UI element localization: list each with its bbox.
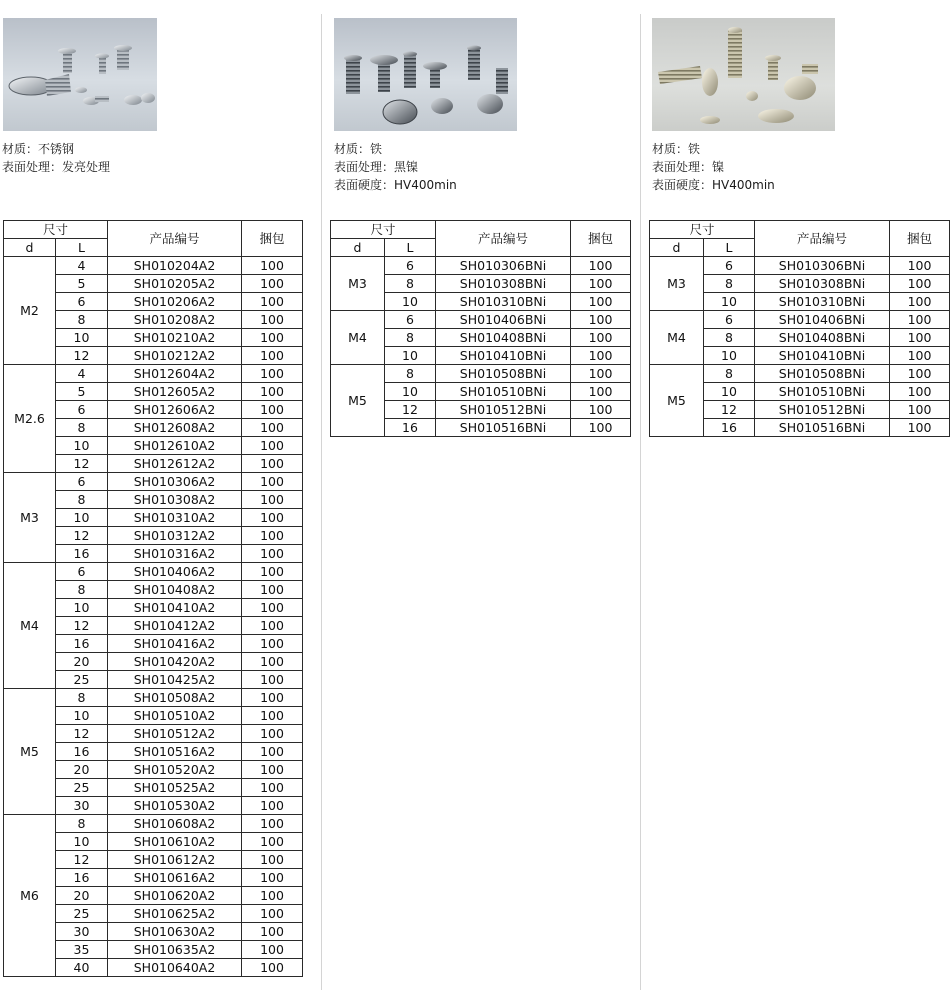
diameter-cell: M2 xyxy=(4,257,56,365)
header-size: 尺寸 xyxy=(4,221,108,239)
header-pack-qty: 捆包 xyxy=(890,221,950,257)
header-diameter: d xyxy=(650,239,704,257)
pack-qty-cell: 100 xyxy=(571,329,631,347)
diameter-cell: M2.6 xyxy=(4,365,56,473)
pack-qty-cell: 100 xyxy=(242,923,303,941)
pack-qty-cell: 100 xyxy=(242,419,303,437)
screws-illustration xyxy=(3,18,157,131)
pack-qty-cell: 100 xyxy=(890,293,950,311)
part-number-cell: SH010512A2 xyxy=(108,725,242,743)
spec-surface: 表面处理：黑镍 xyxy=(334,160,419,174)
length-cell: 25 xyxy=(56,671,108,689)
pack-qty-cell: 100 xyxy=(242,257,303,275)
table-row xyxy=(4,365,303,383)
length-cell: 8 xyxy=(56,689,108,707)
part-number-cell: SH010630A2 xyxy=(108,923,242,941)
pack-qty-cell: 100 xyxy=(242,941,303,959)
pack-qty-cell: 100 xyxy=(242,761,303,779)
part-number-cell: SH010640A2 xyxy=(108,959,242,977)
part-number-cell: SH010310BNi xyxy=(755,293,890,311)
table-row xyxy=(650,257,950,275)
spec-material: 材质：铁 xyxy=(334,142,383,156)
pack-qty-cell: 100 xyxy=(242,851,303,869)
length-cell: 12 xyxy=(56,455,108,473)
part-number-cell: SH010635A2 xyxy=(108,941,242,959)
length-cell: 12 xyxy=(704,401,755,419)
pack-qty-cell: 100 xyxy=(242,725,303,743)
length-cell: 12 xyxy=(56,851,108,869)
pack-qty-cell: 100 xyxy=(242,275,303,293)
pack-qty-cell: 100 xyxy=(242,887,303,905)
pack-qty-cell: 100 xyxy=(242,707,303,725)
part-number-cell: SH010406A2 xyxy=(108,563,242,581)
pack-qty-cell: 100 xyxy=(890,419,950,437)
spec-hardness: 表面硬度：HV400min xyxy=(652,178,775,192)
length-cell: 10 xyxy=(56,833,108,851)
pack-qty-cell: 100 xyxy=(890,383,950,401)
pack-qty-cell: 100 xyxy=(242,401,303,419)
part-number-cell: SH010316A2 xyxy=(108,545,242,563)
length-cell: 12 xyxy=(56,527,108,545)
length-cell: 6 xyxy=(704,257,755,275)
part-number-cell: SH010212A2 xyxy=(108,347,242,365)
part-number-cell: SH010620A2 xyxy=(108,887,242,905)
part-number-cell: SH012606A2 xyxy=(108,401,242,419)
pack-qty-cell: 100 xyxy=(242,833,303,851)
header-part-number: 产品编号 xyxy=(108,221,242,257)
diameter-cell: M3 xyxy=(650,257,704,311)
part-number-cell: SH010616A2 xyxy=(108,869,242,887)
header-length: L xyxy=(56,239,108,257)
spec-material: 材质：铁 xyxy=(652,142,701,156)
part-number-cell: SH010310BNi xyxy=(436,293,571,311)
table-row xyxy=(650,311,950,329)
part-number-cell: SH010210A2 xyxy=(108,329,242,347)
part-number-cell: SH010516BNi xyxy=(436,419,571,437)
pack-qty-cell: 100 xyxy=(571,311,631,329)
length-cell: 12 xyxy=(56,347,108,365)
pack-qty-cell: 100 xyxy=(890,365,950,383)
part-number-cell: SH010612A2 xyxy=(108,851,242,869)
header-part-number: 产品编号 xyxy=(755,221,890,257)
table-row xyxy=(4,473,303,491)
diameter-cell: M4 xyxy=(4,563,56,689)
table-row xyxy=(650,365,950,383)
spec-surface: 表面处理：发亮处理 xyxy=(2,160,111,174)
length-cell: 12 xyxy=(56,725,108,743)
part-number-cell: SH012605A2 xyxy=(108,383,242,401)
length-cell: 16 xyxy=(704,419,755,437)
part-number-cell: SH010510A2 xyxy=(108,707,242,725)
length-cell: 6 xyxy=(385,257,436,275)
length-cell: 16 xyxy=(56,743,108,761)
pack-qty-cell: 100 xyxy=(890,311,950,329)
part-number-cell: SH010308A2 xyxy=(108,491,242,509)
spec-surface: 表面处理：镍 xyxy=(652,160,725,174)
product-photo-nickel xyxy=(652,18,835,131)
length-cell: 16 xyxy=(56,635,108,653)
length-cell: 30 xyxy=(56,797,108,815)
part-number-cell: SH012608A2 xyxy=(108,419,242,437)
table-row xyxy=(331,311,631,329)
part-number-cell: SH010416A2 xyxy=(108,635,242,653)
pack-qty-cell: 100 xyxy=(242,743,303,761)
pack-qty-cell: 100 xyxy=(242,959,303,977)
spec-hardness: 表面硬度：HV400min xyxy=(334,178,457,192)
part-number-cell: SH010208A2 xyxy=(108,311,242,329)
length-cell: 25 xyxy=(56,779,108,797)
length-cell: 16 xyxy=(56,545,108,563)
header-pack-qty: 捆包 xyxy=(571,221,631,257)
length-cell: 8 xyxy=(385,275,436,293)
length-cell: 4 xyxy=(56,257,108,275)
pack-qty-cell: 100 xyxy=(890,329,950,347)
product-photo-black-nickel xyxy=(334,18,517,131)
pack-qty-cell: 100 xyxy=(890,275,950,293)
part-number-cell: SH010408A2 xyxy=(108,581,242,599)
pack-qty-cell: 100 xyxy=(242,509,303,527)
pack-qty-cell: 100 xyxy=(571,383,631,401)
part-number-cell: SH010420A2 xyxy=(108,653,242,671)
pack-qty-cell: 100 xyxy=(242,311,303,329)
length-cell: 20 xyxy=(56,653,108,671)
length-cell: 12 xyxy=(385,401,436,419)
screws-illustration xyxy=(652,18,835,131)
spec-list xyxy=(652,140,775,194)
column-divider-2 xyxy=(640,14,641,990)
diameter-cell: M5 xyxy=(331,365,385,437)
pack-qty-cell: 100 xyxy=(242,347,303,365)
header-pack-qty: 捆包 xyxy=(242,221,303,257)
length-cell: 10 xyxy=(56,329,108,347)
part-number-cell: SH010520A2 xyxy=(108,761,242,779)
part-number-cell: SH010410BNi xyxy=(436,347,571,365)
part-number-cell: SH010625A2 xyxy=(108,905,242,923)
length-cell: 35 xyxy=(56,941,108,959)
part-number-cell: SH010508BNi xyxy=(436,365,571,383)
pack-qty-cell: 100 xyxy=(890,401,950,419)
length-cell: 5 xyxy=(56,383,108,401)
pack-qty-cell: 100 xyxy=(571,293,631,311)
pack-qty-cell: 100 xyxy=(571,401,631,419)
part-number-cell: SH010306BNi xyxy=(436,257,571,275)
header-length: L xyxy=(704,239,755,257)
length-cell: 8 xyxy=(704,275,755,293)
part-number-cell: SH010308BNi xyxy=(436,275,571,293)
pack-qty-cell: 100 xyxy=(242,869,303,887)
pack-qty-cell: 100 xyxy=(242,635,303,653)
part-number-cell: SH010508A2 xyxy=(108,689,242,707)
pack-qty-cell: 100 xyxy=(242,815,303,833)
part-number-cell: SH012610A2 xyxy=(108,437,242,455)
length-cell: 25 xyxy=(56,905,108,923)
length-cell: 16 xyxy=(385,419,436,437)
product-photo-stainless xyxy=(3,18,157,131)
pack-qty-cell: 100 xyxy=(242,653,303,671)
length-cell: 8 xyxy=(385,329,436,347)
length-cell: 10 xyxy=(385,293,436,311)
pack-qty-cell: 100 xyxy=(242,473,303,491)
length-cell: 12 xyxy=(56,617,108,635)
part-number-cell: SH010610A2 xyxy=(108,833,242,851)
length-cell: 6 xyxy=(385,311,436,329)
part-number-cell: SH012612A2 xyxy=(108,455,242,473)
spec-material: 材质：不锈钢 xyxy=(2,142,75,156)
table-row xyxy=(4,257,303,275)
part-number-cell: SH010410BNi xyxy=(755,347,890,365)
spec-list xyxy=(2,140,110,176)
pack-qty-cell: 100 xyxy=(242,365,303,383)
length-cell: 10 xyxy=(56,599,108,617)
part-number-cell: SH010406BNi xyxy=(755,311,890,329)
pack-qty-cell: 100 xyxy=(890,257,950,275)
diameter-cell: M5 xyxy=(4,689,56,815)
part-number-cell: SH010408BNi xyxy=(755,329,890,347)
pack-qty-cell: 100 xyxy=(242,797,303,815)
part-number-cell: SH010530A2 xyxy=(108,797,242,815)
pack-qty-cell: 100 xyxy=(571,257,631,275)
length-cell: 20 xyxy=(56,761,108,779)
length-cell: 5 xyxy=(56,275,108,293)
header-length: L xyxy=(385,239,436,257)
part-number-cell: SH010425A2 xyxy=(108,671,242,689)
length-cell: 10 xyxy=(704,347,755,365)
product-table-nickel xyxy=(649,220,950,437)
diameter-cell: M6 xyxy=(4,815,56,977)
length-cell: 8 xyxy=(56,491,108,509)
diameter-cell: M5 xyxy=(650,365,704,437)
part-number-cell: SH010508BNi xyxy=(755,365,890,383)
part-number-cell: SH010406BNi xyxy=(436,311,571,329)
pack-qty-cell: 100 xyxy=(242,563,303,581)
length-cell: 10 xyxy=(385,383,436,401)
diameter-cell: M4 xyxy=(331,311,385,365)
part-number-cell: SH010204A2 xyxy=(108,257,242,275)
table-row xyxy=(4,563,303,581)
part-number-cell: SH010516A2 xyxy=(108,743,242,761)
pack-qty-cell: 100 xyxy=(242,293,303,311)
part-number-cell: SH010410A2 xyxy=(108,599,242,617)
table-row xyxy=(4,815,303,833)
length-cell: 30 xyxy=(56,923,108,941)
diameter-cell: M3 xyxy=(331,257,385,311)
length-cell: 10 xyxy=(704,383,755,401)
pack-qty-cell: 100 xyxy=(242,437,303,455)
pack-qty-cell: 100 xyxy=(242,383,303,401)
screws-illustration xyxy=(334,18,517,131)
length-cell: 10 xyxy=(56,509,108,527)
header-size: 尺寸 xyxy=(331,221,436,239)
length-cell: 6 xyxy=(56,401,108,419)
product-table-stainless xyxy=(3,220,303,977)
length-cell: 8 xyxy=(56,419,108,437)
pack-qty-cell: 100 xyxy=(242,617,303,635)
pack-qty-cell: 100 xyxy=(242,905,303,923)
pack-qty-cell: 100 xyxy=(890,347,950,365)
length-cell: 10 xyxy=(56,437,108,455)
table-row xyxy=(4,689,303,707)
part-number-cell: SH010308BNi xyxy=(755,275,890,293)
length-cell: 10 xyxy=(704,293,755,311)
length-cell: 6 xyxy=(56,293,108,311)
part-number-cell: SH010512BNi xyxy=(755,401,890,419)
header-diameter: d xyxy=(4,239,56,257)
pack-qty-cell: 100 xyxy=(242,527,303,545)
pack-qty-cell: 100 xyxy=(242,545,303,563)
part-number-cell: SH010412A2 xyxy=(108,617,242,635)
header-row xyxy=(650,221,950,239)
part-number-cell: SH010608A2 xyxy=(108,815,242,833)
pack-qty-cell: 100 xyxy=(242,671,303,689)
length-cell: 6 xyxy=(56,473,108,491)
pack-qty-cell: 100 xyxy=(571,347,631,365)
part-number-cell: SH010206A2 xyxy=(108,293,242,311)
length-cell: 40 xyxy=(56,959,108,977)
part-number-cell: SH010512BNi xyxy=(436,401,571,419)
part-number-cell: SH010306BNi xyxy=(755,257,890,275)
table-row xyxy=(331,365,631,383)
pack-qty-cell: 100 xyxy=(242,455,303,473)
header-size: 尺寸 xyxy=(650,221,755,239)
part-number-cell: SH010205A2 xyxy=(108,275,242,293)
length-cell: 10 xyxy=(56,707,108,725)
length-cell: 8 xyxy=(56,815,108,833)
part-number-cell: SH010312A2 xyxy=(108,527,242,545)
part-number-cell: SH012604A2 xyxy=(108,365,242,383)
part-number-cell: SH010408BNi xyxy=(436,329,571,347)
table-row xyxy=(331,257,631,275)
part-number-cell: SH010306A2 xyxy=(108,473,242,491)
diameter-cell: M3 xyxy=(4,473,56,563)
pack-qty-cell: 100 xyxy=(242,329,303,347)
diameter-cell: M4 xyxy=(650,311,704,365)
part-number-cell: SH010510BNi xyxy=(755,383,890,401)
length-cell: 6 xyxy=(704,311,755,329)
length-cell: 8 xyxy=(56,581,108,599)
length-cell: 6 xyxy=(56,563,108,581)
pack-qty-cell: 100 xyxy=(242,599,303,617)
part-number-cell: SH010516BNi xyxy=(755,419,890,437)
header-row xyxy=(331,221,631,239)
part-number-cell: SH010510BNi xyxy=(436,383,571,401)
part-number-cell: SH010525A2 xyxy=(108,779,242,797)
header-diameter: d xyxy=(331,239,385,257)
length-cell: 16 xyxy=(56,869,108,887)
product-table-black-nickel xyxy=(330,220,631,437)
length-cell: 20 xyxy=(56,887,108,905)
pack-qty-cell: 100 xyxy=(242,689,303,707)
length-cell: 8 xyxy=(56,311,108,329)
length-cell: 8 xyxy=(704,365,755,383)
header-row xyxy=(4,221,303,239)
column-divider-1 xyxy=(321,14,322,990)
pack-qty-cell: 100 xyxy=(242,491,303,509)
length-cell: 8 xyxy=(704,329,755,347)
header-part-number: 产品编号 xyxy=(436,221,571,257)
pack-qty-cell: 100 xyxy=(571,275,631,293)
pack-qty-cell: 100 xyxy=(242,581,303,599)
pack-qty-cell: 100 xyxy=(242,779,303,797)
length-cell: 8 xyxy=(385,365,436,383)
spec-list xyxy=(334,140,457,194)
pack-qty-cell: 100 xyxy=(571,365,631,383)
pack-qty-cell: 100 xyxy=(571,419,631,437)
length-cell: 10 xyxy=(385,347,436,365)
length-cell: 4 xyxy=(56,365,108,383)
part-number-cell: SH010310A2 xyxy=(108,509,242,527)
